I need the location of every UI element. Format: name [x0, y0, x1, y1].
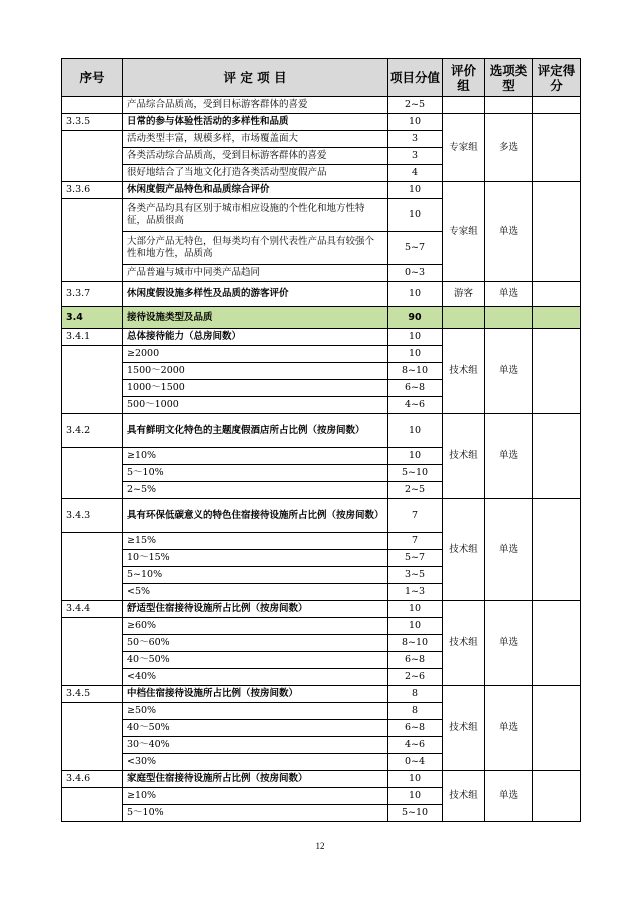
row-item: 活动类型丰富，规模多样，市场覆盖面大 [123, 131, 388, 148]
row-item: 5～10% [123, 465, 388, 482]
row-item: 30～40% [123, 737, 388, 754]
row-result [533, 329, 581, 414]
table-row [62, 329, 581, 346]
row-score: 4 [388, 165, 443, 182]
row-item: 10～15% [123, 550, 388, 567]
row-score: 5~7 [388, 550, 443, 567]
row-group: 专家组 [443, 114, 485, 182]
row-result [533, 114, 581, 182]
row-score: 10 [388, 199, 443, 232]
table-row [62, 182, 581, 199]
row-code: 3.3.5 [62, 114, 123, 131]
section-code: 3.4 [62, 307, 123, 329]
row-item: 40～50% [123, 720, 388, 737]
header-item: 评 定 项 目 [123, 59, 388, 97]
section-row [62, 307, 581, 329]
row-code [62, 703, 123, 771]
row-score: 10 [388, 346, 443, 363]
row-group: 游客 [443, 282, 485, 307]
row-item: 休闲度假设施多样性及品质的游客评价 [123, 282, 388, 307]
page-number: 12 [315, 841, 325, 851]
row-group: 技术组 [443, 601, 485, 686]
row-result [533, 282, 581, 307]
row-type: 单选 [485, 686, 533, 771]
row-item: 具有鲜明文化特色的主题度假酒店所占比例（按房间数） [123, 414, 388, 448]
row-code: 3.4.5 [62, 686, 123, 703]
row-score: 6~8 [388, 720, 443, 737]
evaluation-table [61, 58, 581, 822]
row-item: 大部分产品无特色，但每类均有个别代表性产品具有较强个性和地方性，品质高 [123, 232, 388, 265]
row-item: 很好地结合了当地文化打造各类活动型度假产品 [123, 165, 388, 182]
row-type: 单选 [485, 282, 533, 307]
row-code [62, 97, 123, 114]
row-result [533, 499, 581, 601]
row-result [533, 771, 581, 822]
row-item: 家庭型住宿接待设施所占比例（按房间数） [123, 771, 388, 788]
row-score: 5~7 [388, 232, 443, 265]
row-item: 产品普遍与城市中同类产品趋同 [123, 265, 388, 282]
section-title: 接待设施类型及品质 [123, 307, 388, 329]
row-score: 10 [388, 618, 443, 635]
row-group: 技术组 [443, 499, 485, 601]
row-score: 2~5 [388, 97, 443, 114]
row-result [533, 414, 581, 499]
row-code [62, 131, 123, 182]
row-item: 500～1000 [123, 397, 388, 414]
header-type: 选项类型 [485, 59, 533, 97]
row-score: 2~6 [388, 669, 443, 686]
row-item: 2~5% [123, 482, 388, 499]
row-type: 单选 [485, 499, 533, 601]
table-row [62, 282, 581, 307]
table-row [62, 97, 581, 114]
row-type: 单选 [485, 771, 533, 822]
row-score: 2~5 [388, 482, 443, 499]
table-row [62, 499, 581, 533]
row-code [62, 533, 123, 601]
table-row [62, 771, 581, 788]
row-score: 10 [388, 788, 443, 805]
row-score: 0~3 [388, 265, 443, 282]
row-item: 中档住宿接待设施所占比例（按房间数） [123, 686, 388, 703]
section-result [533, 307, 581, 329]
section-group [443, 307, 485, 329]
row-type: 多选 [485, 114, 533, 182]
table-row [62, 114, 581, 131]
row-score: 1~3 [388, 584, 443, 601]
row-item: 舒适型住宿接待设施所占比例（按房间数） [123, 601, 388, 618]
table-row [62, 601, 581, 618]
row-group: 专家组 [443, 182, 485, 282]
row-score: 8 [388, 686, 443, 703]
row-result [533, 97, 581, 114]
row-item: ≥2000 [123, 346, 388, 363]
row-code [62, 448, 123, 499]
section-score: 90 [388, 307, 443, 329]
row-score: 10 [388, 282, 443, 307]
header-group: 评价组 [443, 59, 485, 97]
row-group: 技术组 [443, 414, 485, 499]
row-group: 技术组 [443, 771, 485, 822]
row-score: 10 [388, 182, 443, 199]
row-item: 总体接待能力（总房间数） [123, 329, 388, 346]
row-score: 8~10 [388, 635, 443, 652]
row-item: ≥15% [123, 533, 388, 550]
row-item: <40% [123, 669, 388, 686]
row-score: 3 [388, 148, 443, 165]
header-row [62, 59, 581, 97]
row-result [533, 686, 581, 771]
header-code: 序号 [62, 59, 123, 97]
row-score: 10 [388, 601, 443, 618]
row-code: 3.4.1 [62, 329, 123, 346]
row-item: 休闲度假产品特色和品质综合评价 [123, 182, 388, 199]
row-score: 3~5 [388, 567, 443, 584]
row-group: 技术组 [443, 329, 485, 414]
row-score: 5~10 [388, 805, 443, 822]
header-score: 项目分值 [388, 59, 443, 97]
row-score: 3 [388, 131, 443, 148]
row-code: 3.4.4 [62, 601, 123, 618]
row-type: 单选 [485, 182, 533, 282]
row-item: 1000～1500 [123, 380, 388, 397]
row-score: 7 [388, 533, 443, 550]
row-score: 4~6 [388, 737, 443, 754]
row-code: 3.3.6 [62, 182, 123, 199]
row-group: 技术组 [443, 686, 485, 771]
row-code: 3.4.3 [62, 499, 123, 533]
row-item: <5% [123, 584, 388, 601]
row-score: 7 [388, 499, 443, 533]
row-code [62, 199, 123, 282]
row-item: 具有环保低碳意义的特色住宿接待设施所占比例（按房间数） [123, 499, 388, 533]
section-type [485, 307, 533, 329]
row-score: 10 [388, 448, 443, 465]
row-item: ≥10% [123, 448, 388, 465]
row-item: ≥60% [123, 618, 388, 635]
row-type [485, 97, 533, 114]
row-code: 3.3.7 [62, 282, 123, 307]
row-score: 10 [388, 414, 443, 448]
row-item: 5～10% [123, 805, 388, 822]
row-item: 50～60% [123, 635, 388, 652]
row-result [533, 601, 581, 686]
row-code [62, 346, 123, 414]
row-score: 6~8 [388, 652, 443, 669]
row-score: 8 [388, 703, 443, 720]
row-code [62, 618, 123, 686]
row-item: 各类产品均具有区别于城市相应设施的个性化和地方性特征，品质很高 [123, 199, 388, 232]
row-score: 5~10 [388, 465, 443, 482]
row-score: 8~10 [388, 363, 443, 380]
row-item: ≥10% [123, 788, 388, 805]
row-type: 单选 [485, 414, 533, 499]
row-score: 6~8 [388, 380, 443, 397]
row-score: 10 [388, 771, 443, 788]
row-item: 40～50% [123, 652, 388, 669]
row-score: 0~4 [388, 754, 443, 771]
row-item: 5~10% [123, 567, 388, 584]
row-code: 3.4.2 [62, 414, 123, 448]
row-code: 3.4.6 [62, 771, 123, 788]
row-item: ≥50% [123, 703, 388, 720]
row-type: 单选 [485, 601, 533, 686]
row-item: 1500～2000 [123, 363, 388, 380]
row-item: 各类活动综合品质高，受到目标游客群体的喜爱 [123, 148, 388, 165]
row-score: 10 [388, 329, 443, 346]
row-item: 产品综合品质高，受到目标游客群体的喜爱 [123, 97, 388, 114]
table-row [62, 686, 581, 703]
row-group [443, 97, 485, 114]
row-score: 4~6 [388, 397, 443, 414]
row-item: <30% [123, 754, 388, 771]
header-result: 评定得分 [533, 59, 581, 97]
table-row [62, 414, 581, 448]
row-type: 单选 [485, 329, 533, 414]
row-result [533, 182, 581, 282]
row-code [62, 788, 123, 822]
row-item: 日常的参与体验性活动的多样性和品质 [123, 114, 388, 131]
row-score: 10 [388, 114, 443, 131]
